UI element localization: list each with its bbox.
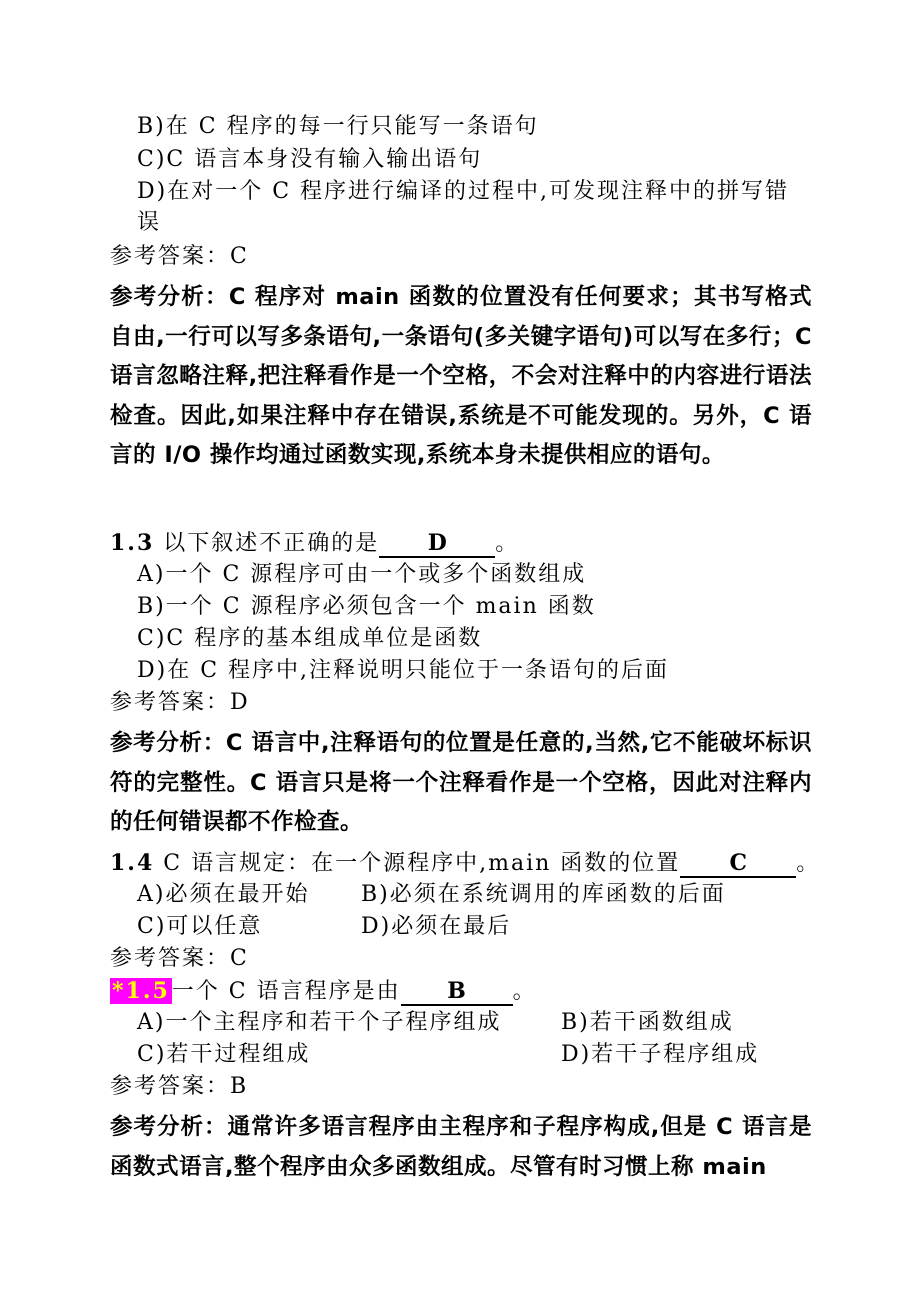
option-d: D)在对一个 C 程序进行编译的过程中,可发现注释中的拼写错 xyxy=(137,179,790,204)
option-a: A)一个主程序和若干个子程序组成 xyxy=(137,1010,502,1035)
question-number: 1.4 xyxy=(110,850,155,876)
question-end: 。 xyxy=(495,531,520,556)
option-c: C)C 程序的基本组成单位是函数 xyxy=(137,626,483,651)
question-number-highlight: *1.5 xyxy=(112,978,170,1004)
question-end: 。 xyxy=(512,979,537,1004)
option-c: C)C 语言本身没有输入输出语句 xyxy=(137,147,483,172)
option-b: B)必须在系统调用的库函数的后面 xyxy=(361,882,726,907)
question-end: 。 xyxy=(796,851,821,876)
option-c: C)若干过程组成 xyxy=(137,1042,311,1067)
reference-answer: 参考答案：D xyxy=(110,690,250,715)
option-b: B)在 C 程序的每一行只能写一条语句 xyxy=(137,114,539,139)
question-stem: C 语言规定：在一个源程序中,main 函数的位置 xyxy=(163,851,681,876)
option-b: B)一个 C 源程序必须包含一个 main 函数 xyxy=(137,594,596,619)
question-1-4 xyxy=(110,848,820,879)
question-stem: 一个 C 语言程序是由 xyxy=(171,979,401,1004)
answer-blank: D xyxy=(379,530,495,558)
question-stem: 以下叙述不正确的是 xyxy=(163,531,380,556)
option-c: C)可以任意 xyxy=(137,914,263,939)
option-d-continued: 误 xyxy=(137,210,162,235)
question-1-5 xyxy=(110,976,537,1007)
option-d: D)若干子程序组成 xyxy=(561,1042,760,1067)
option-b: B)若干函数组成 xyxy=(561,1010,734,1035)
question-number: 1.3 xyxy=(110,530,155,556)
answer-blank: C xyxy=(680,850,796,878)
reference-analysis: 参考分析：C 程序对 main 函数的位置没有任何要求；其书写格式自由,一行可以写多条语句,一条语句(多关键字语句)可以写在多行；C 语言忽略注释,把注释看作是一个空格，不会对注释中的内容进行语法检查。因此,如果注释中存在错误,系统是不可能发现的。另外，C 语言的 I/O 操作均通过函数实现,系统本身未提供相应的语句。 xyxy=(110,284,812,468)
option-d: D)在 C 程序中,注释说明只能位于一条语句的后面 xyxy=(137,658,670,683)
reference-analysis: 参考分析：C 语言中,注释语句的位置是任意的,当然,它不能破坏标识符的完整性。C 语言只是将一个注释看作是一个空格，因此对注释内的任何错误都不作检查。 xyxy=(110,730,812,835)
option-d: D)必须在最后 xyxy=(361,914,512,939)
reference-answer: 参考答案：C xyxy=(110,244,249,269)
option-a: A)必须在最开始 xyxy=(137,882,310,907)
reference-analysis: 参考分析：通常许多语言程序由主程序和子程序构成,但是 C 语言是函数式语言,整个程序由众多函数组成。尽管有时习惯上称 main xyxy=(110,1114,812,1180)
question-1-3 xyxy=(110,528,519,559)
answer-blank: B xyxy=(401,978,513,1006)
reference-answer: 参考答案：B xyxy=(110,1074,249,1099)
reference-answer: 参考答案：C xyxy=(110,946,249,971)
option-a: A)一个 C 源程序可由一个或多个函数组成 xyxy=(137,562,587,587)
